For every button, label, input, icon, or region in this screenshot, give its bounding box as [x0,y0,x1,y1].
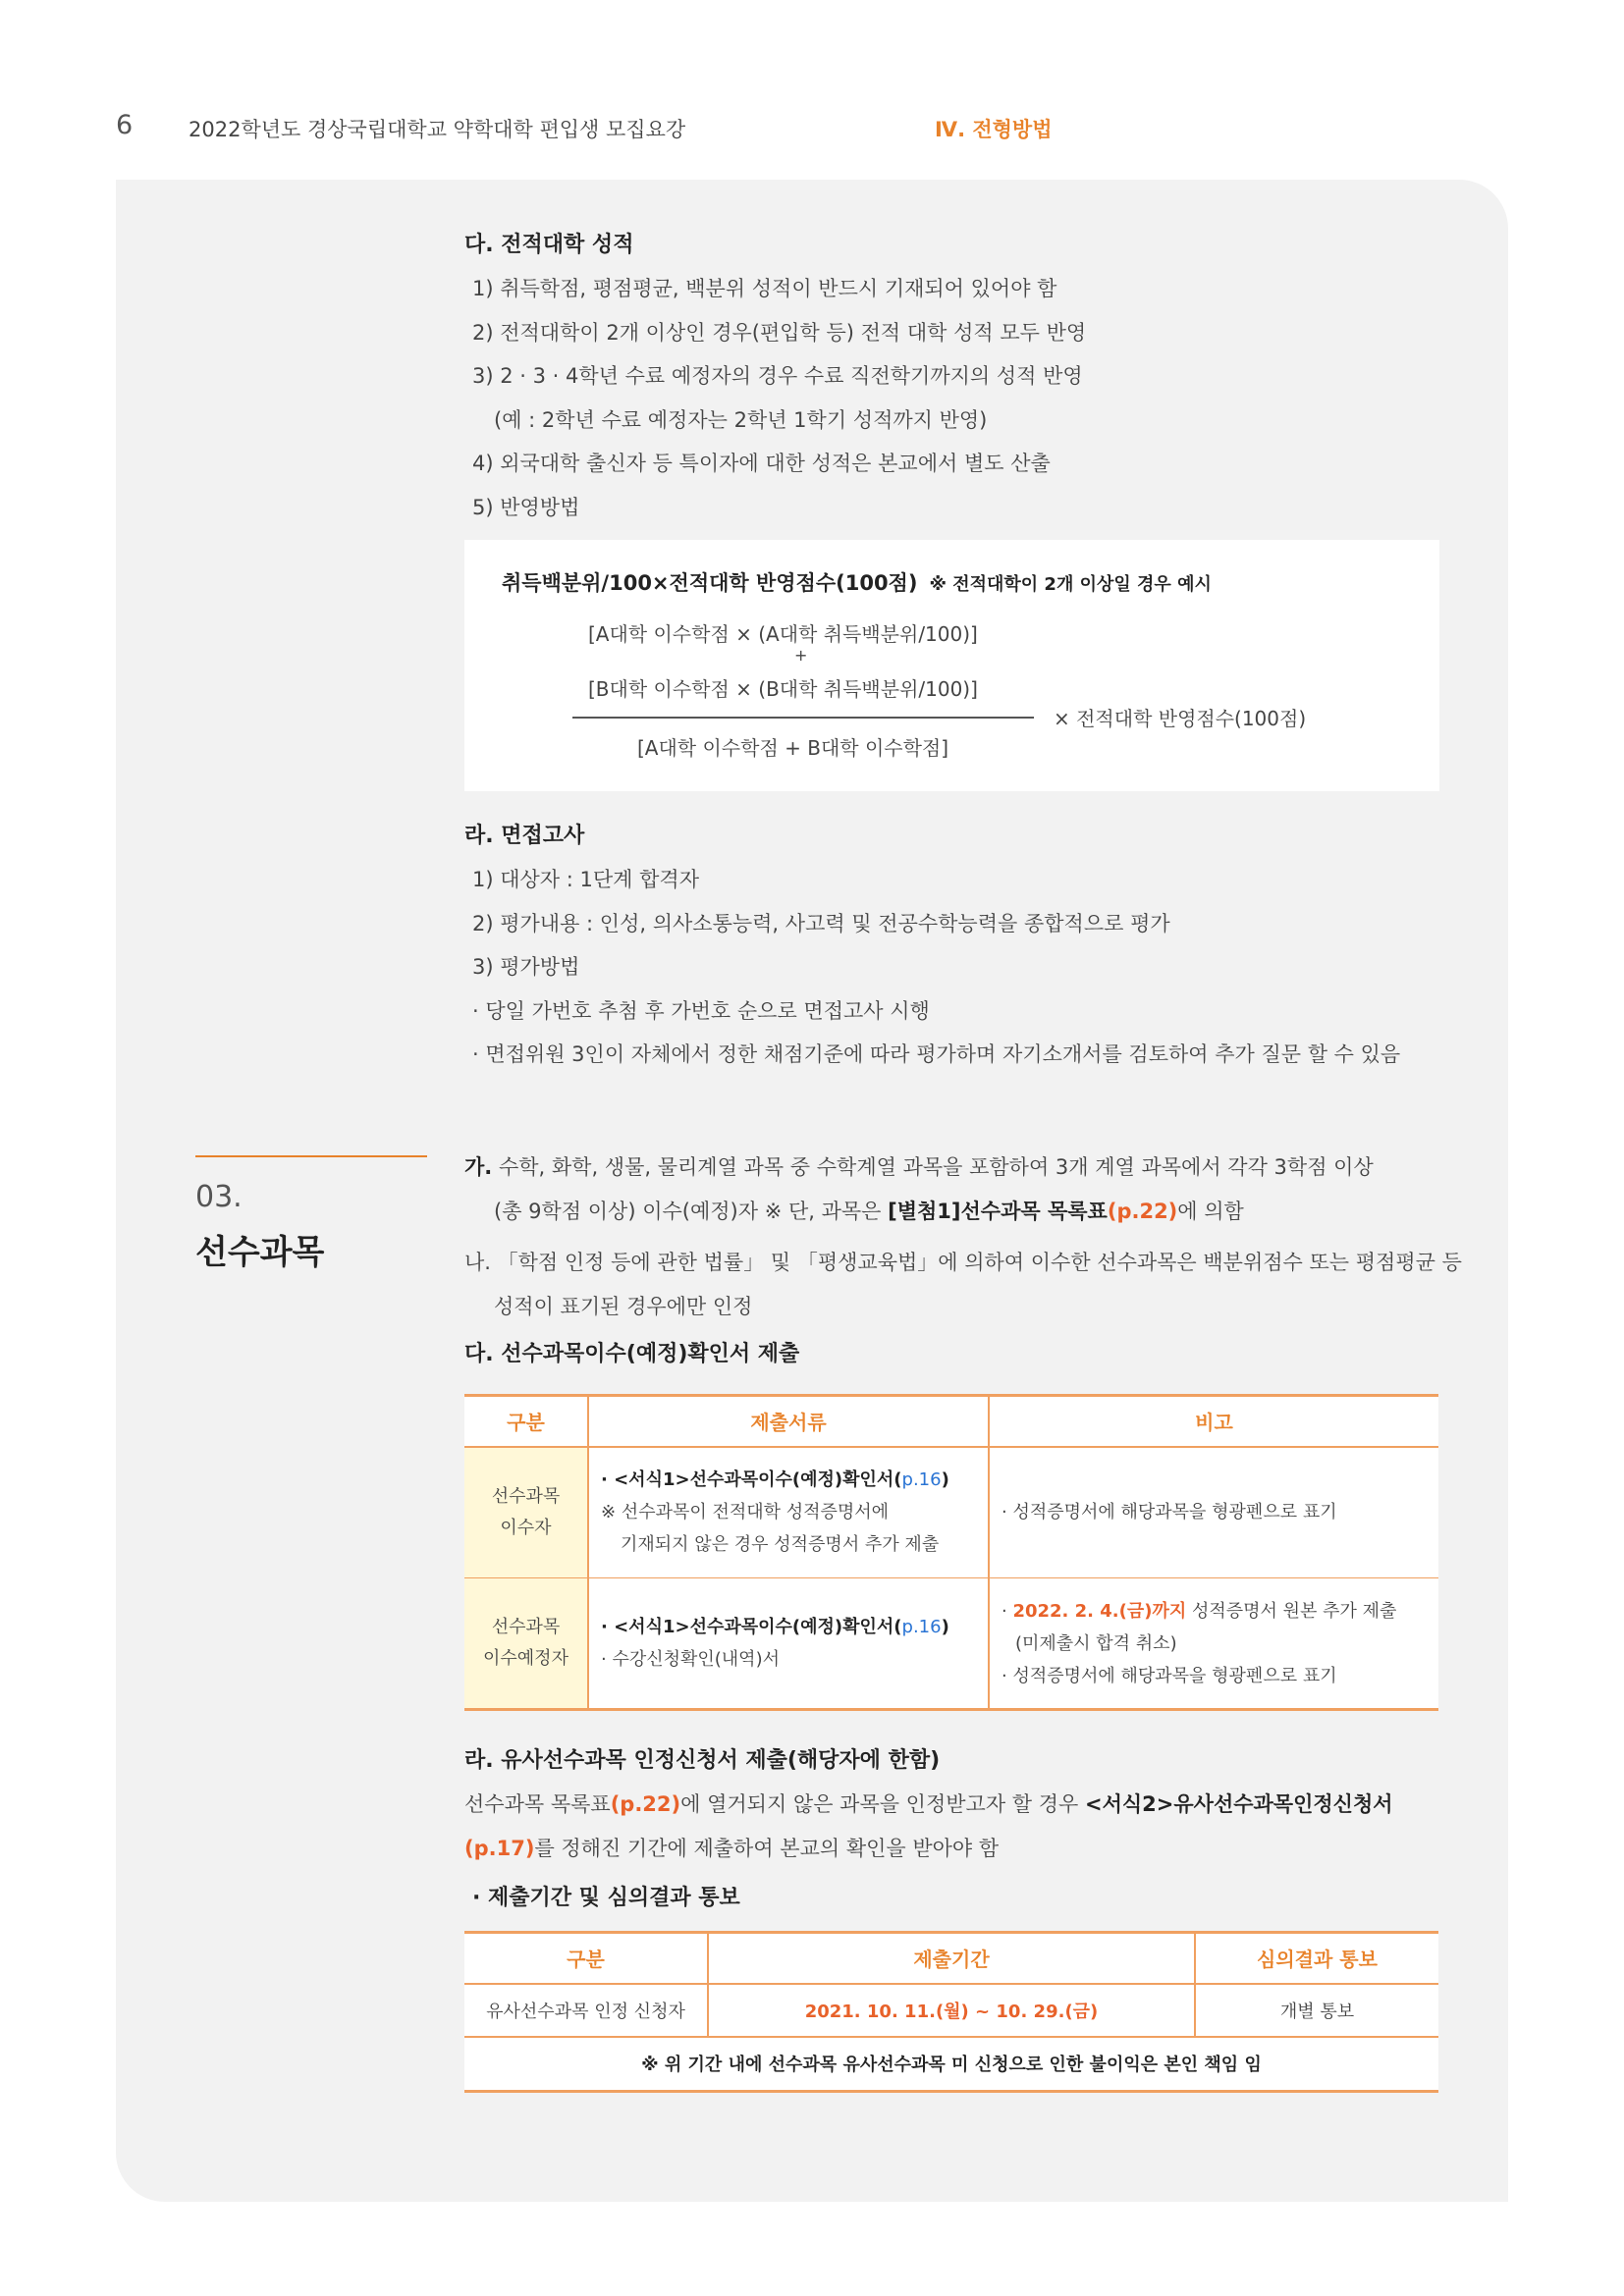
period-header-row [464,1933,1438,1984]
interview-section [464,815,1446,1077]
similar-para-line2 [464,1827,1446,1871]
formula-numerator-line1: [A대학 이수학점 × (A대학 취득백분위/100)] [588,622,978,646]
grades-section [464,224,1446,529]
grades-item-3-example: (예 : 2학년 수료 예정자는 2학년 1학기 성적까지 반영) [494,407,988,432]
period-notice: 개별 통보 [1195,1984,1438,2037]
period-header-result: 심의결과 통보 [1195,1933,1438,1984]
prereq-appendix-ref: [별첨1]선수과목 목록표 [888,1199,1108,1223]
prereq-ga-line1 [464,1146,1446,1190]
period-dates: 2021. 10. 11.(월) ~ 10. 29.(금) [708,1984,1195,2037]
row2-remark-highlight: · 성적증명서에 해당과목을 형광펜으로 표기 [1001,1665,1337,1686]
grades-title: 다. 전적대학 성적 [464,233,634,257]
grades-item-3: 3) 2 · 3 · 4학년 수료 예정자의 경우 수료 직전학기까지의 성적 반영 [472,364,1083,388]
row2-doc-form1-close: ) [941,1617,949,1637]
formula-plus: + [794,646,808,665]
row2-remark-date: 2022. 2. 4.(금)까지 [1012,1600,1187,1622]
period-header-period: 제출기간 [708,1933,1195,1984]
row2-remark-bullet: · [1001,1600,1013,1622]
formula-multiplier: × 전적대학 반영점수(100점) [1054,707,1307,730]
prereq-ga-text3: 에 의함 [1177,1199,1244,1223]
section-rule [195,1155,427,1157]
period-footnote-row [464,2037,1438,2092]
grades-item-5: 5) 반영방법 [472,495,580,519]
period-header-category: 구분 [464,1933,708,1984]
similar-text2: 에 열거되지 않은 과목을 인정받고자 할 경우 [680,1792,1085,1816]
prereq-document-table [464,1394,1438,1711]
prereq-section [464,1146,1462,1381]
grades-item-4: 4) 외국대학 출신자 등 특이자에 대한 성적은 본교에서 별도 산출 [472,452,1051,475]
section-number: 03. [195,1180,243,1214]
row1-doc-form1-close: ) [941,1469,949,1491]
row1-doc-note: ※ 선수과목이 전적대학 성적증명서에 [601,1502,890,1523]
similar-text3: 를 정해진 기간에 제출하여 본교의 확인을 받아야 함 [534,1836,1000,1860]
row2-category-line1: 선수과목 [491,1617,561,1637]
table-row [464,1984,1438,2037]
row1-category [464,1447,588,1578]
prereq-ga-line2 [464,1190,1446,1234]
row1-documents [588,1447,989,1578]
similar-text1: 선수과목 목록표 [464,1792,611,1816]
prereq-na-line1: 나. 「학점 인정 등에 관한 법률」 및 「평생교육법」에 의하여 이수한 선수과목은 백분위점수 또는 평점평균 등 [464,1251,1462,1274]
interview-item-1: 1) 대상자 : 1단계 합격자 [472,868,699,891]
row2-category [464,1578,588,1710]
prereq-page-ref: (p.22) [1107,1199,1178,1223]
prereq-na-line2: 성적이 표기된 경우에만 인정 [494,1294,753,1318]
row2-doc-form1-page: p.16 [901,1617,942,1637]
section-label: Ⅳ. 전형방법 [935,118,1053,141]
row2-remark-text: 성적증명서 원본 추가 제출 [1186,1600,1397,1622]
page-number: 6 [116,110,134,140]
formula-denominator: [A대학 이수학점 + B대학 이수학점] [637,736,949,760]
similar-section [464,1739,1446,1927]
period-table [464,1931,1438,2093]
formula-title-text: 취득백분위/100×전적대학 반영점수(100점) [502,571,918,595]
prereq-ga-text2: (총 9학점 이상) 이수(예정)자 ※ 단, 과목은 [494,1199,889,1223]
period-applicant: 유사선수과목 인정 신청자 [464,1984,708,2037]
table-header-remarks: 비고 [989,1396,1438,1447]
interview-item-5: · 면접위원 3인이 자체에서 정한 채점기준에 따라 평가하며 자기소개서를 검토하여 추가 질문 할 수 있음 [472,1042,1401,1066]
row1-category-line1: 선수과목 [491,1485,561,1507]
formula-note: ※ 전적대학이 2개 이상일 경우 예시 [929,574,1212,595]
row2-remark-cancel: (미제출시 합격 취소) [1015,1632,1177,1654]
page-header [116,110,1510,149]
grades-item-2: 2) 전적대학이 2개 이상인 경우(편입학 등) 전적 대학 성적 모두 반영 [472,320,1087,345]
similar-title: 라. 유사선수과목 인정신청서 제출(해당자에 한함) [464,1748,941,1773]
prereq-da-title: 다. 선수과목이수(예정)확인서 제출 [464,1342,800,1366]
row2-remark-deadline [1001,1595,1438,1628]
row2-doc-form1-text: · <서식1>선수과목이수(예정)확인서( [601,1617,902,1637]
row1-category-line2: 이수자 [500,1517,552,1538]
similar-form2-ref: <서식2>유사선수과목인정신청서 [1085,1792,1393,1816]
row1-remarks: · 성적증명서에 해당과목을 형광펜으로 표기 [989,1447,1438,1578]
row1-doc-form1-text: · <서식1>선수과목이수(예정)확인서( [601,1469,902,1491]
similar-page-ref1: (p.22) [610,1792,681,1816]
row2-documents [588,1578,989,1710]
interview-item-4: · 당일 가번호 추첨 후 가번호 순으로 면접고사 시행 [472,998,930,1023]
period-footnote: ※ 위 기간 내에 선수과목 유사선수과목 미 신청으로 인한 불이익은 본인 책임 임 [464,2037,1438,2092]
fraction-bar [572,717,1034,719]
formula-numerator-line2: [B대학 이수학점 × (B대학 취득백분위/100)] [588,677,978,701]
prereq-ga-text: 수학, 화학, 생물, 물리계열 과목 중 수학계열 과목을 포함하여 3개 계열 과목에서 각각 3학점 이상 [498,1155,1374,1179]
document-title: 2022학년도 경상국립대학교 약학대학 편입생 모집요강 [189,118,686,141]
row1-doc-form1 [601,1464,988,1496]
grades-item-1: 1) 취득학점, 평점평균, 백분위 성적이 반드시 기재되어 있어야 함 [472,277,1057,300]
similar-para-line1 [464,1783,1446,1827]
table-row [464,1578,1438,1710]
row1-doc-note2: 기재되지 않은 경우 성적증명서 추가 제출 [621,1534,940,1556]
interview-item-3: 3) 평가방법 [472,955,580,979]
formula-box [464,540,1439,791]
row1-doc-form1-page: p.16 [901,1469,942,1491]
table-header-row [464,1396,1438,1447]
similar-bullet: · 제출기간 및 심의결과 통보 [472,1886,740,1910]
row2-doc-enrollment: · 수강신청확인(내역)서 [601,1649,780,1670]
section-title: 선수과목 [195,1233,325,1272]
row2-doc-form1 [601,1611,988,1643]
formula-title [502,567,1212,597]
table-header-category: 구분 [464,1396,588,1447]
row2-category-line2: 이수예정자 [483,1648,568,1669]
row2-remarks [989,1578,1438,1710]
interview-title: 라. 면접고사 [464,824,585,848]
table-header-documents: 제출서류 [588,1396,989,1447]
table-row [464,1447,1438,1578]
similar-page-ref2: (p.17) [464,1836,535,1860]
prereq-ga-label: 가. [464,1155,493,1179]
interview-item-2: 2) 평가내용 : 인성, 의사소통능력, 사고력 및 전공수학능력을 종합적으로 평가 [472,911,1170,935]
